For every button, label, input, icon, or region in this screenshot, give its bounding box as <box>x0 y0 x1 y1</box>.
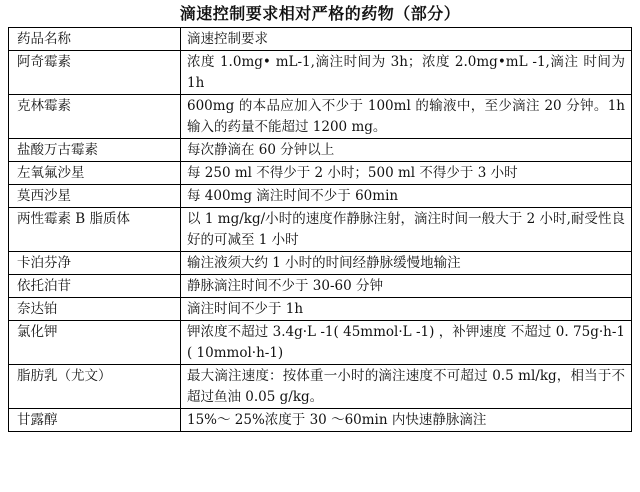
drug-name-cell: 氯化钾 <box>9 321 181 365</box>
table-header-row <box>9 28 632 51</box>
drug-name-cell: 脂肪乳（尤文） <box>9 365 181 409</box>
table-row <box>9 51 632 95</box>
requirement-cell: 每次静滴在 60 分钟以上 <box>181 139 632 162</box>
drug-name-cell: 克林霉素 <box>9 95 181 139</box>
table-row <box>9 95 632 139</box>
table-row <box>9 409 632 432</box>
drug-name-cell: 盐酸万古霉素 <box>9 139 181 162</box>
document-title: 滴速控制要求相对严格的药物（部分） <box>179 4 461 23</box>
requirement-cell: 静脉滴注时间不少于 30-60 分钟 <box>181 275 632 298</box>
table-row <box>9 298 632 321</box>
requirement-cell: 滴注时间不少于 1h <box>181 298 632 321</box>
drug-name-cell: 奈达铂 <box>9 298 181 321</box>
table-row <box>9 275 632 298</box>
drug-name-cell: 卡泊芬净 <box>9 252 181 275</box>
table-row <box>9 208 632 252</box>
drug-name-cell: 左氧氟沙星 <box>9 162 181 185</box>
requirement-cell: 最大滴注速度：按体重一小时的滴注速度不可超过 0.5 ml/kg，相当于不超过鱼油 0.05 g/kg。 <box>181 365 632 409</box>
header-requirement: 滴速控制要求 <box>181 28 632 51</box>
header-drug-name: 药品名称 <box>9 28 181 51</box>
requirement-cell: 每 400mg 滴注时间不少于 60min <box>181 185 632 208</box>
drug-name-cell: 甘露醇 <box>9 409 181 432</box>
table-row <box>9 252 632 275</box>
drug-name-cell: 依托泊苷 <box>9 275 181 298</box>
drug-infusion-rate-table <box>8 27 632 432</box>
table-row <box>9 162 632 185</box>
requirement-cell: 钾浓度不超过 3.4g·L -1( 45mmol·L -1) ，补钾速度 不超过 0. 75g·h-1( 10mmol·h-1) <box>181 321 632 365</box>
table-row <box>9 365 632 409</box>
drug-name-cell: 两性霉素 B 脂质体 <box>9 208 181 252</box>
requirement-cell: 每 250 ml 不得少于 2 小时；500 ml 不得少于 3 小时 <box>181 162 632 185</box>
drug-name-cell: 莫西沙星 <box>9 185 181 208</box>
requirement-cell: 以 1 mg/kg/小时的速度作静脉注射，滴注时间一般大于 2 小时,耐受性良好的可减至 1 小时 <box>181 208 632 252</box>
requirement-cell: 600mg 的本品应加入不少于 100ml 的输液中，至少滴注 20 分钟。1h 输入的药量不能超过 1200 mg。 <box>181 95 632 139</box>
requirement-cell: 15%～ 25%浓度于 30 ～60min 内快速静脉滴注 <box>181 409 632 432</box>
requirement-cell: 输注液须大约 1 小时的时间经静脉缓慢地输注 <box>181 252 632 275</box>
table-row <box>9 185 632 208</box>
requirement-cell: 浓度 1.0mg• mL-1,滴注时间为 3h；浓度 2.0mg•mL -1,滴注 时间为 1h <box>181 51 632 95</box>
table-row <box>9 321 632 365</box>
drug-name-cell: 阿奇霉素 <box>9 51 181 95</box>
table-row <box>9 139 632 162</box>
